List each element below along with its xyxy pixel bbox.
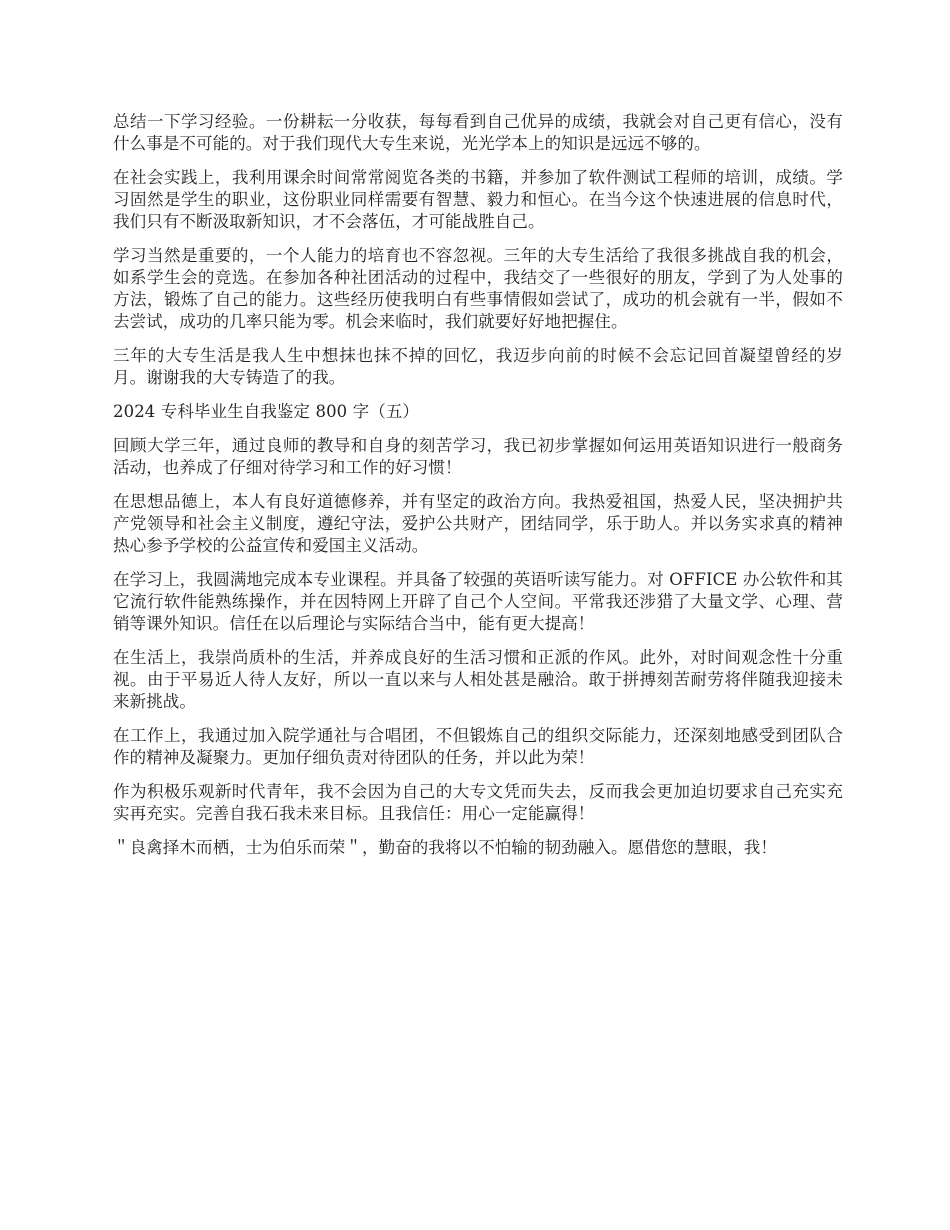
paragraph-review-three-years: 回顾大学三年，通过良师的教导和自身的刻苦学习，我已初步掌握如何运用英语知识进行一般商务活动，也养成了仔细对待学习和工作的好习惯！ xyxy=(113,436,843,477)
paragraph-future-goals: 作为积极乐观新时代青年，我不会因为自己的大专文凭而失去，反而我会更加迫切要求自己充实充实再充实。完善自我石我未来目标。且我信任：用心一定能赢得！ xyxy=(113,782,843,823)
paragraph-college-memories: 三年的大专生活是我人生中想抹也抹不掉的回忆，我迈步向前的时候不会忘记回首凝望曾经的岁月。谢谢我的大专铸造了的我。 xyxy=(113,346,843,387)
paragraph-closing-quote: ＂良禽择木而栖，士为伯乐而荣＂，勤奋的我将以不怕输的韧劲融入。愿借您的慧眼，我！ xyxy=(113,838,777,857)
paragraph-work-experience: 在工作上，我通过加入院学通社与合唱团，不但锻炼自己的组织交际能力，还深刻地感受到团队合作的精神及凝聚力。更加仔细负责对待团队的任务，并以此为荣！ xyxy=(113,726,843,767)
paragraph-academic-study: 在学习上，我圆满地完成本专业课程。并具备了较强的英语听读写能力。对 OFFICE 办公软件和其它流行软件能熟练操作，并在因特网上开辟了自己个人空间。平常我还涉猎了大量文学、心理、营销等课外知识。信任在以后理论与实际结合当中，能有更大提高！ xyxy=(113,570,843,633)
section-heading: 2024 专科毕业生自我鉴定 800 字（五） xyxy=(113,402,420,421)
paragraph-social-practice: 在社会实践上，我利用课余时间常常阅览各类的书籍，并参加了软件测试工程师的培训，成绩。学习固然是学生的职业，这份职业同样需要有智慧、毅力和恒心。在当今这个快速进展的信息时代，我们只有不断汲取新知识，才不会落伍，才可能战胜自己。 xyxy=(113,168,843,231)
paragraph-ability-cultivation: 学习当然是重要的，一个人能力的培育也不容忽视。三年的大专生活给了我很多挑战自我的机会，如系学生会的竞选。在参加各种社团活动的过程中，我结交了一些很好的朋友，学到了为人处事的方法，锻炼了自己的能力。这些经历使我明白有些事情假如尝试了，成功的机会就有一半，假如不去尝试，成功的几率只能为零。机会来临时，我们就要好好地把握住。 xyxy=(113,246,843,331)
paragraph-moral-character: 在思想品德上，本人有良好道德修养，并有坚定的政治方向。我热爱祖国，热爱人民，坚决拥护共产党领导和社会主义制度，遵纪守法，爱护公共财产，团结同学，乐于助人。并以务实求真的精神热心参予学校的公益宣传和爱国主义活动。 xyxy=(113,492,843,555)
document-body xyxy=(113,111,843,871)
paragraph-study-experience: 总结一下学习经验。一份耕耘一分收获，每每看到自己优异的成绩，我就会对自己更有信心，没有什么事是不可能的。对于我们现代大专生来说，光光学本上的知识是远远不够的。 xyxy=(113,112,843,153)
paragraph-daily-life: 在生活上，我崇尚质朴的生活，并养成良好的生活习惯和正派的作风。此外，对时间观念性十分重视。由于平易近人待人友好，所以一直以来与人相处甚是融洽。敢于拼搏刻苦耐劳将伴随我迎接未来新挑战。 xyxy=(113,648,843,711)
